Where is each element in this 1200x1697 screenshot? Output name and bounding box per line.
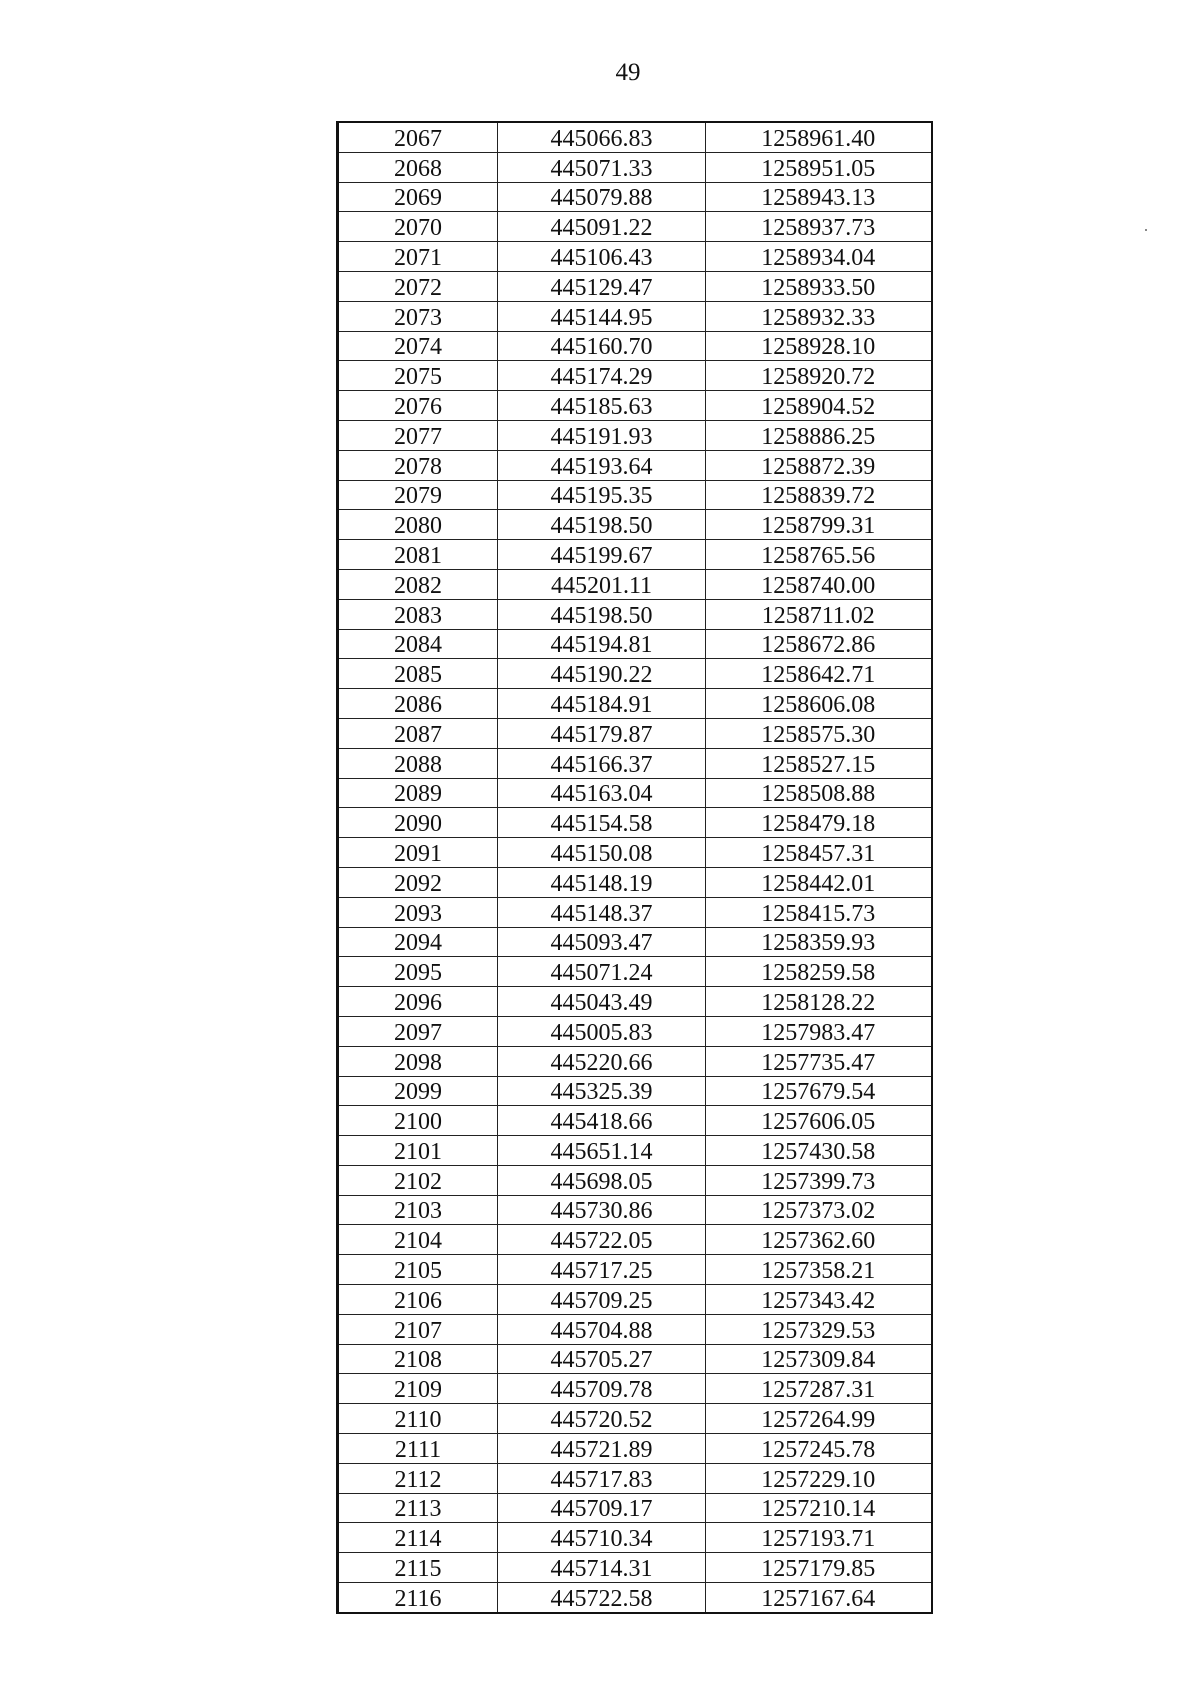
- x-coordinate-cell: 445071.33: [498, 152, 706, 182]
- x-coordinate-cell: 445163.04: [498, 778, 706, 808]
- x-coordinate-cell: 445144.95: [498, 301, 706, 331]
- x-coordinate-cell: 445714.31: [498, 1553, 706, 1583]
- table-row: [338, 689, 932, 719]
- x-coordinate-cell: 445166.37: [498, 748, 706, 778]
- y-coordinate-cell: 1257329.53: [706, 1314, 932, 1344]
- table-row: [338, 1314, 932, 1344]
- table-row: [338, 361, 932, 391]
- y-coordinate-cell: 1258575.30: [706, 718, 932, 748]
- x-coordinate-cell: 445418.66: [498, 1106, 706, 1136]
- y-coordinate-cell: 1258765.56: [706, 540, 932, 570]
- y-coordinate-cell: 1258259.58: [706, 957, 932, 987]
- y-coordinate-cell: 1258886.25: [706, 420, 932, 450]
- point-number-cell: 2088: [338, 748, 498, 778]
- x-coordinate-cell: 445710.34: [498, 1523, 706, 1553]
- page-number: 49: [615, 59, 641, 86]
- table-row: [338, 659, 932, 689]
- table-row: [338, 1463, 932, 1493]
- table-row: [338, 1016, 932, 1046]
- table-row: [338, 808, 932, 838]
- table-row: [338, 718, 932, 748]
- point-number-cell: 2099: [338, 1076, 498, 1106]
- y-coordinate-cell: 1258711.02: [706, 599, 932, 629]
- y-coordinate-cell: 1257983.47: [706, 1016, 932, 1046]
- table-row: [338, 957, 932, 987]
- x-coordinate-cell: 445174.29: [498, 361, 706, 391]
- y-coordinate-cell: 1257309.84: [706, 1344, 932, 1374]
- point-number-cell: 2106: [338, 1285, 498, 1315]
- x-coordinate-cell: 445709.78: [498, 1374, 706, 1404]
- table-row: [338, 748, 932, 778]
- x-coordinate-cell: 445071.24: [498, 957, 706, 987]
- table-row: [338, 420, 932, 450]
- point-number-cell: 2087: [338, 718, 498, 748]
- y-coordinate-cell: 1258932.33: [706, 301, 932, 331]
- x-coordinate-cell: 445717.25: [498, 1255, 706, 1285]
- point-number-cell: 2096: [338, 987, 498, 1017]
- x-coordinate-cell: 445730.86: [498, 1195, 706, 1225]
- point-number-cell: 2072: [338, 271, 498, 301]
- y-coordinate-cell: 1258904.52: [706, 391, 932, 421]
- point-number-cell: 2092: [338, 867, 498, 897]
- table-row: [338, 1344, 932, 1374]
- point-number-cell: 2107: [338, 1314, 498, 1344]
- coordinates-table-body: [338, 122, 932, 1613]
- y-coordinate-cell: 1258961.40: [706, 122, 932, 152]
- x-coordinate-cell: 445722.58: [498, 1583, 706, 1613]
- table-row: [338, 1136, 932, 1166]
- table-row: [338, 122, 932, 152]
- y-coordinate-cell: 1258839.72: [706, 480, 932, 510]
- y-coordinate-cell: 1258933.50: [706, 271, 932, 301]
- y-coordinate-cell: 1258457.31: [706, 838, 932, 868]
- x-coordinate-cell: 445220.66: [498, 1046, 706, 1076]
- point-number-cell: 2100: [338, 1106, 498, 1136]
- y-coordinate-cell: 1258359.93: [706, 927, 932, 957]
- y-coordinate-cell: 1258442.01: [706, 867, 932, 897]
- point-number-cell: 2101: [338, 1136, 498, 1166]
- y-coordinate-cell: 1257362.60: [706, 1225, 932, 1255]
- table-row: [338, 1553, 932, 1583]
- y-coordinate-cell: 1257735.47: [706, 1046, 932, 1076]
- point-number-cell: 2102: [338, 1165, 498, 1195]
- point-number-cell: 2114: [338, 1523, 498, 1553]
- x-coordinate-cell: 445185.63: [498, 391, 706, 421]
- y-coordinate-cell: 1258799.31: [706, 510, 932, 540]
- y-coordinate-cell: 1257245.78: [706, 1434, 932, 1464]
- x-coordinate-cell: 445698.05: [498, 1165, 706, 1195]
- x-coordinate-cell: 445717.83: [498, 1463, 706, 1493]
- y-coordinate-cell: 1258943.13: [706, 182, 932, 212]
- point-number-cell: 2067: [338, 122, 498, 152]
- x-coordinate-cell: 445195.35: [498, 480, 706, 510]
- point-number-cell: 2116: [338, 1583, 498, 1613]
- table-row: [338, 1225, 932, 1255]
- x-coordinate-cell: 445705.27: [498, 1344, 706, 1374]
- table-row: [338, 778, 932, 808]
- table-row: [338, 1076, 932, 1106]
- point-number-cell: 2115: [338, 1553, 498, 1583]
- coordinates-table: [336, 121, 933, 1614]
- table-row: [338, 1285, 932, 1315]
- point-number-cell: 2071: [338, 242, 498, 272]
- y-coordinate-cell: 1258934.04: [706, 242, 932, 272]
- point-number-cell: 2111: [338, 1434, 498, 1464]
- table-row: [338, 838, 932, 868]
- point-number-cell: 2089: [338, 778, 498, 808]
- table-row: [338, 987, 932, 1017]
- point-number-cell: 2098: [338, 1046, 498, 1076]
- table-row: [338, 629, 932, 659]
- x-coordinate-cell: 445043.49: [498, 987, 706, 1017]
- table-row: [338, 1583, 932, 1613]
- x-coordinate-cell: 445184.91: [498, 689, 706, 719]
- y-coordinate-cell: 1257679.54: [706, 1076, 932, 1106]
- point-number-cell: 2070: [338, 212, 498, 242]
- table-row: [338, 1523, 932, 1553]
- y-coordinate-cell: 1257606.05: [706, 1106, 932, 1136]
- x-coordinate-cell: 445194.81: [498, 629, 706, 659]
- x-coordinate-cell: 445160.70: [498, 331, 706, 361]
- table-row: [338, 391, 932, 421]
- y-coordinate-cell: 1257229.10: [706, 1463, 932, 1493]
- table-row: [338, 1165, 932, 1195]
- x-coordinate-cell: 445721.89: [498, 1434, 706, 1464]
- x-coordinate-cell: 445091.22: [498, 212, 706, 242]
- point-number-cell: 2077: [338, 420, 498, 450]
- y-coordinate-cell: 1258920.72: [706, 361, 932, 391]
- point-number-cell: 2086: [338, 689, 498, 719]
- y-coordinate-cell: 1258479.18: [706, 808, 932, 838]
- x-coordinate-cell: 445709.17: [498, 1493, 706, 1523]
- point-number-cell: 2074: [338, 331, 498, 361]
- y-coordinate-cell: 1257399.73: [706, 1165, 932, 1195]
- y-coordinate-cell: 1258415.73: [706, 897, 932, 927]
- point-number-cell: 2090: [338, 808, 498, 838]
- table-row: [338, 242, 932, 272]
- x-coordinate-cell: 445720.52: [498, 1404, 706, 1434]
- point-number-cell: 2091: [338, 838, 498, 868]
- point-number-cell: 2104: [338, 1225, 498, 1255]
- table-row: [338, 301, 932, 331]
- table-row: [338, 897, 932, 927]
- y-coordinate-cell: 1258937.73: [706, 212, 932, 242]
- x-coordinate-cell: 445651.14: [498, 1136, 706, 1166]
- point-number-cell: 2105: [338, 1255, 498, 1285]
- x-coordinate-cell: 445198.50: [498, 510, 706, 540]
- x-coordinate-cell: 445193.64: [498, 450, 706, 480]
- y-coordinate-cell: 1257193.71: [706, 1523, 932, 1553]
- table-row: [338, 927, 932, 957]
- point-number-cell: 2081: [338, 540, 498, 570]
- table-row: [338, 1374, 932, 1404]
- x-coordinate-cell: 445066.83: [498, 122, 706, 152]
- y-coordinate-cell: 1257179.85: [706, 1553, 932, 1583]
- y-coordinate-cell: 1257373.02: [706, 1195, 932, 1225]
- table-row: [338, 1434, 932, 1464]
- x-coordinate-cell: 445199.67: [498, 540, 706, 570]
- x-coordinate-cell: 445106.43: [498, 242, 706, 272]
- point-number-cell: 2073: [338, 301, 498, 331]
- table-row: [338, 1046, 932, 1076]
- table-row: [338, 450, 932, 480]
- x-coordinate-cell: 445093.47: [498, 927, 706, 957]
- table-row: [338, 540, 932, 570]
- x-coordinate-cell: 445709.25: [498, 1285, 706, 1315]
- y-coordinate-cell: 1258508.88: [706, 778, 932, 808]
- x-coordinate-cell: 445704.88: [498, 1314, 706, 1344]
- table-row: [338, 480, 932, 510]
- y-coordinate-cell: 1258872.39: [706, 450, 932, 480]
- point-number-cell: 2109: [338, 1374, 498, 1404]
- point-number-cell: 2082: [338, 569, 498, 599]
- x-coordinate-cell: 445191.93: [498, 420, 706, 450]
- y-coordinate-cell: 1257287.31: [706, 1374, 932, 1404]
- x-coordinate-cell: 445179.87: [498, 718, 706, 748]
- x-coordinate-cell: 445722.05: [498, 1225, 706, 1255]
- table-row: [338, 182, 932, 212]
- table-row: [338, 1255, 932, 1285]
- point-number-cell: 2076: [338, 391, 498, 421]
- point-number-cell: 2075: [338, 361, 498, 391]
- point-number-cell: 2080: [338, 510, 498, 540]
- point-number-cell: 2093: [338, 897, 498, 927]
- x-coordinate-cell: 445148.19: [498, 867, 706, 897]
- y-coordinate-cell: 1257343.42: [706, 1285, 932, 1315]
- table-row: [338, 510, 932, 540]
- x-coordinate-cell: 445079.88: [498, 182, 706, 212]
- y-coordinate-cell: 1258928.10: [706, 331, 932, 361]
- point-number-cell: 2068: [338, 152, 498, 182]
- x-coordinate-cell: 445201.11: [498, 569, 706, 599]
- x-coordinate-cell: 445129.47: [498, 271, 706, 301]
- x-coordinate-cell: 445198.50: [498, 599, 706, 629]
- table-row: [338, 152, 932, 182]
- point-number-cell: 2095: [338, 957, 498, 987]
- point-number-cell: 2097: [338, 1016, 498, 1046]
- y-coordinate-cell: 1257264.99: [706, 1404, 932, 1434]
- table-row: [338, 569, 932, 599]
- point-number-cell: 2094: [338, 927, 498, 957]
- table-row: [338, 1404, 932, 1434]
- x-coordinate-cell: 445150.08: [498, 838, 706, 868]
- point-number-cell: 2078: [338, 450, 498, 480]
- point-number-cell: 2083: [338, 599, 498, 629]
- y-coordinate-cell: 1257167.64: [761, 1585, 876, 1612]
- table-row: [338, 1195, 932, 1225]
- point-number-cell: 2103: [338, 1195, 498, 1225]
- point-number-cell: 2085: [338, 659, 498, 689]
- point-number-cell: 2084: [338, 629, 498, 659]
- x-coordinate-cell: 445325.39: [498, 1076, 706, 1106]
- table-row: [338, 1106, 932, 1136]
- table-row: [338, 599, 932, 629]
- scan-speck: [1145, 229, 1147, 231]
- y-coordinate-cell: 1258606.08: [706, 689, 932, 719]
- point-number-cell: 2113: [338, 1493, 498, 1523]
- y-coordinate-cell: 1258527.15: [706, 748, 932, 778]
- point-number-cell: 2069: [338, 182, 498, 212]
- y-coordinate-cell: 1257358.21: [706, 1255, 932, 1285]
- table-row: [338, 212, 932, 242]
- x-coordinate-cell: 445190.22: [498, 659, 706, 689]
- y-coordinate-cell: 1257210.14: [706, 1493, 932, 1523]
- point-number-cell: 2079: [338, 480, 498, 510]
- y-coordinate-cell: 1258672.86: [706, 629, 932, 659]
- y-coordinate-cell: 1258128.22: [706, 987, 932, 1017]
- table-row: [338, 867, 932, 897]
- table-row: [338, 1493, 932, 1523]
- y-coordinate-cell: 1258740.00: [706, 569, 932, 599]
- table-row: [338, 271, 932, 301]
- x-coordinate-cell: 445005.83: [498, 1016, 706, 1046]
- point-number-cell: 2108: [338, 1344, 498, 1374]
- y-coordinate-cell: 1257430.58: [706, 1136, 932, 1166]
- x-coordinate-cell: 445154.58: [498, 808, 706, 838]
- x-coordinate-cell: 445148.37: [498, 897, 706, 927]
- y-coordinate-cell: 1258642.71: [706, 659, 932, 689]
- point-number-cell: 2112: [338, 1463, 498, 1493]
- point-number-cell: 2110: [338, 1404, 498, 1434]
- table-row: [338, 331, 932, 361]
- y-coordinate-cell: 1258951.05: [706, 152, 932, 182]
